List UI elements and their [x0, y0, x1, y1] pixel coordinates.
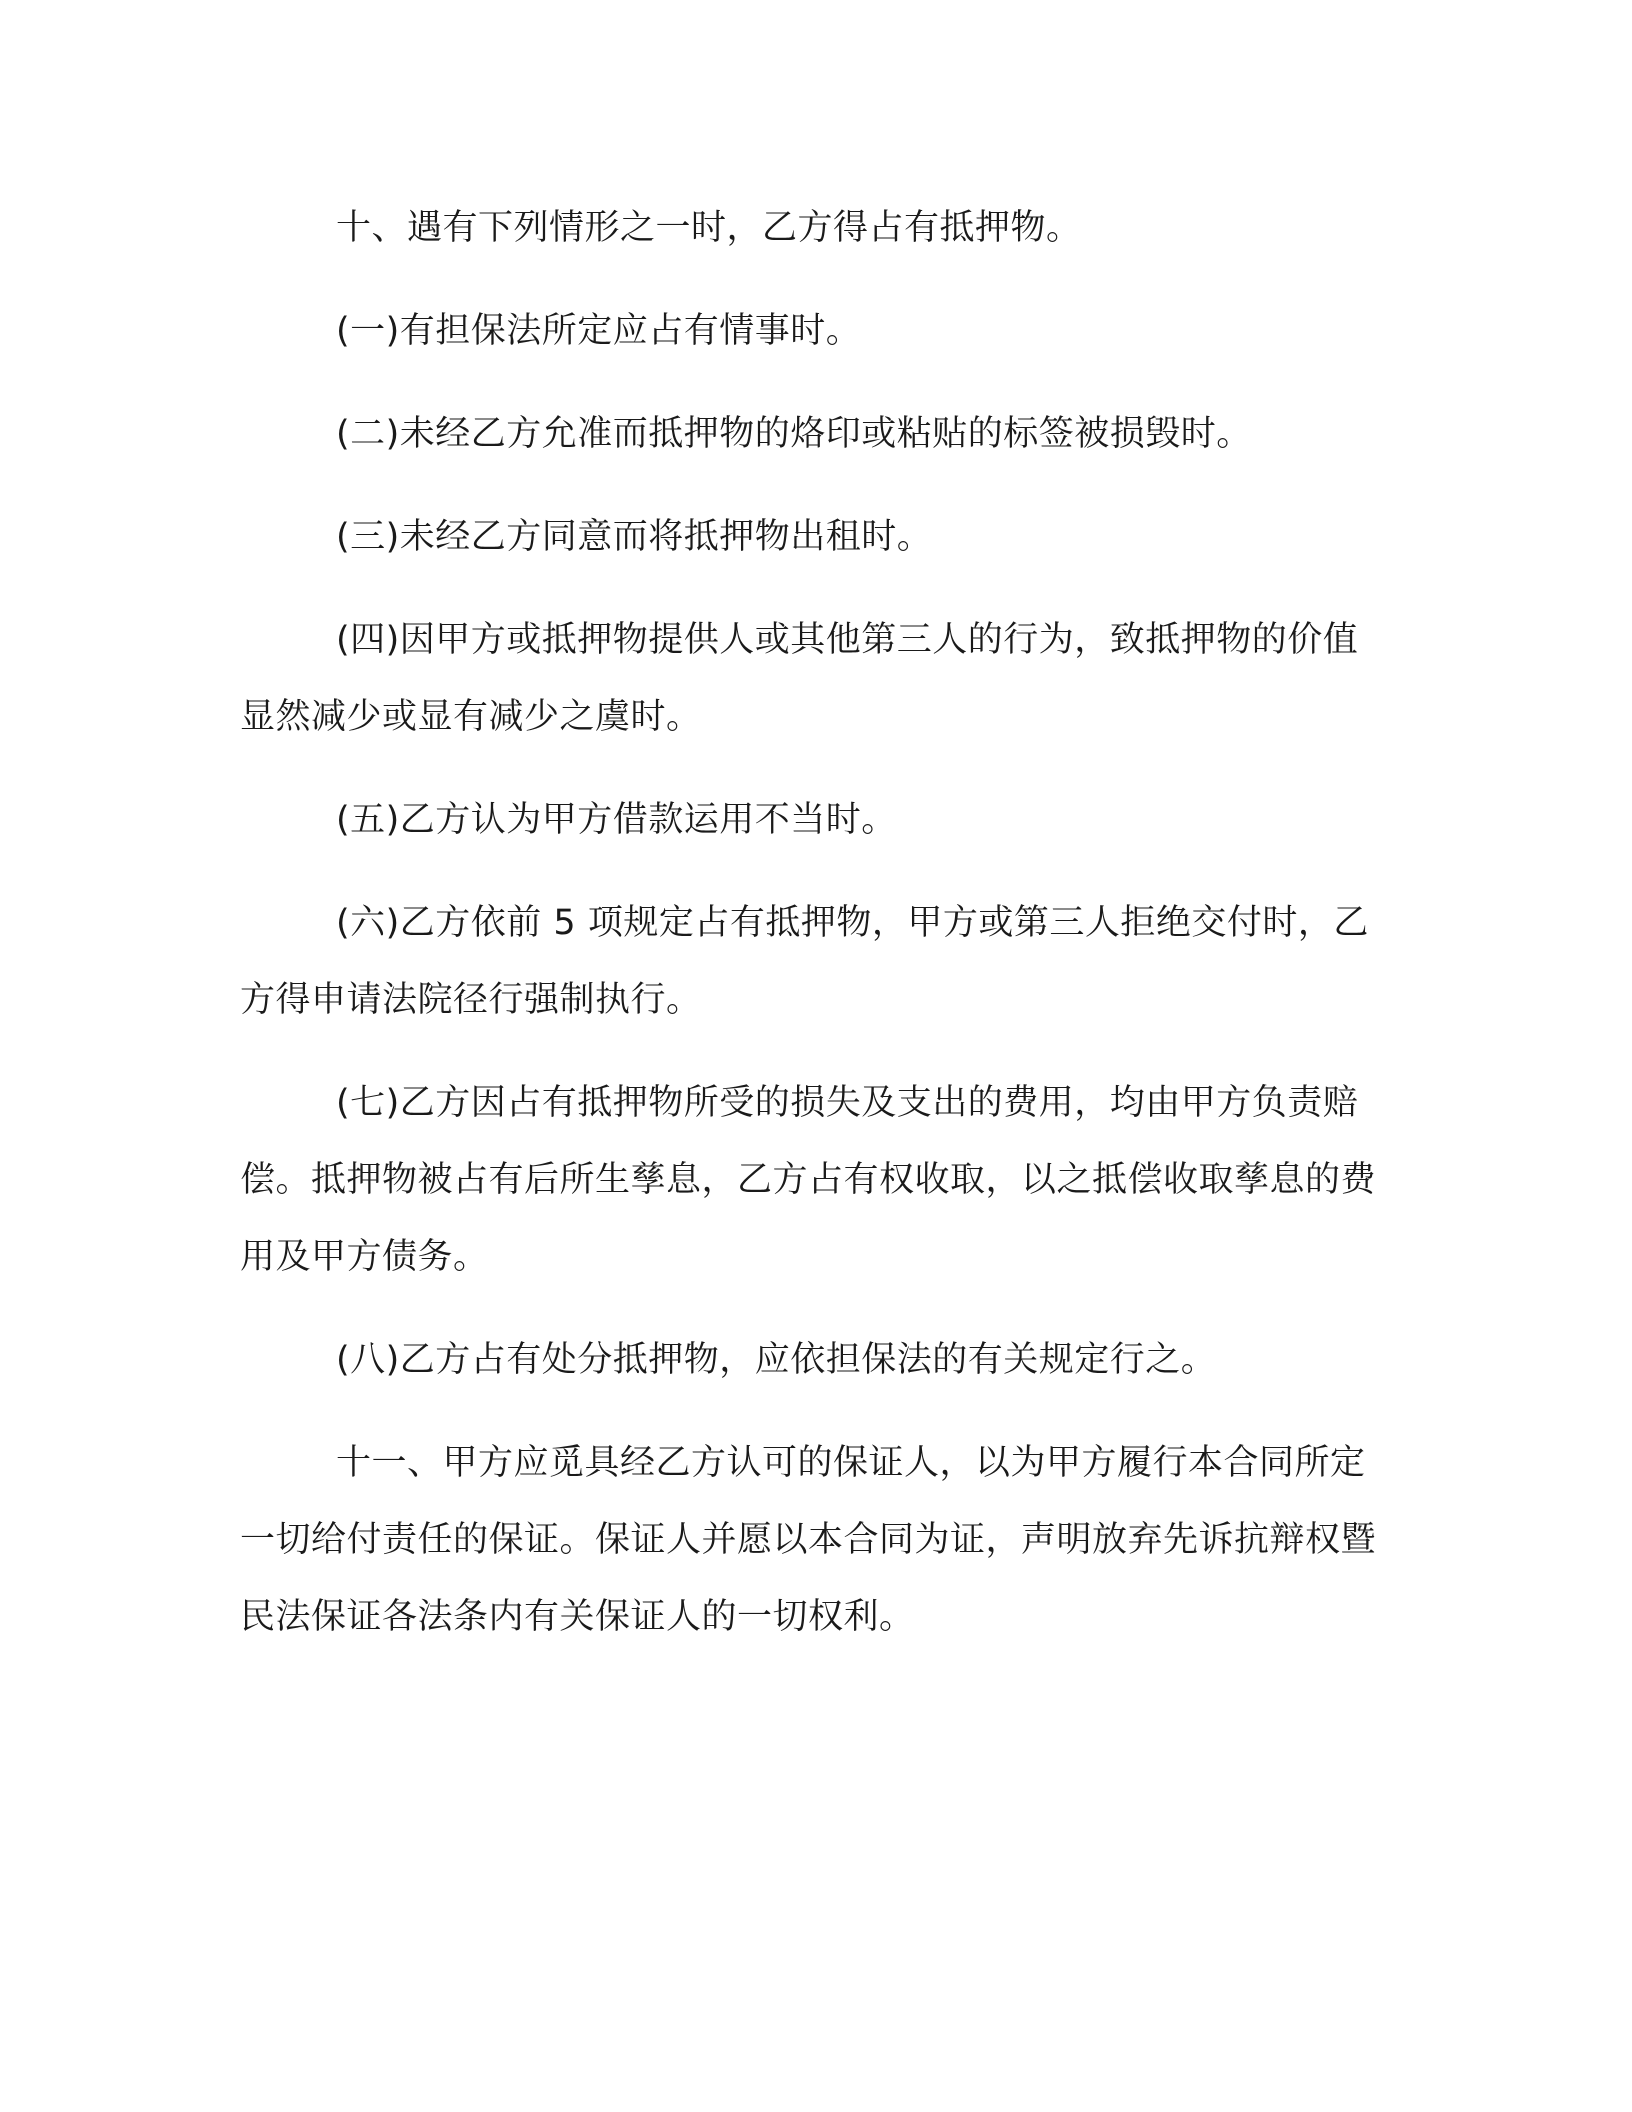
clause-10-item-2: (二)未经乙方允准而抵押物的烙印或粘贴的标签被损毁时。 [336, 414, 1252, 454]
clause-11: 十一、甲方应觅具经乙方认可的保证人，以为甲方履行本合同所定一切给付责任的保证。保证人并愿以本合同为证，声明放弃先诉抗辩权暨民法保证各法条内有关保证人的一切权利。 [240, 1443, 1377, 1637]
clause-10-item-6: (六)乙方依前 5 项规定占有抵押物，甲方或第三人拒绝交付时，乙方得申请法院径行强制执行。 [240, 903, 1369, 1020]
clause-10-item-7: (七)乙方因占有抵押物所受的损失及支出的费用，均由甲方负责赔偿。抵押物被占有后所生孳息，乙方占有权收取，以之抵偿收取孳息的费用及甲方债务。 [240, 1083, 1377, 1277]
document-body [240, 190, 1380, 1682]
clause-10-heading: 十、遇有下列情形之一时，乙方得占有抵押物。 [336, 208, 1082, 248]
clause-10-item-3: (三)未经乙方同意而将抵押物出租时。 [336, 517, 933, 557]
clause-10-item-5: (五)乙方认为甲方借款运用不当时。 [336, 800, 897, 840]
clause-10-item-4: (四)因甲方或抵押物提供人或其他第三人的行为，致抵押物的价值显然减少或显有减少之虞时。 [240, 620, 1359, 737]
clause-10-item-1: (一)有担保法所定应占有情事时。 [336, 311, 862, 351]
clause-10-item-8: (八)乙方占有处分抵押物，应依担保法的有关规定行之。 [336, 1340, 1217, 1380]
